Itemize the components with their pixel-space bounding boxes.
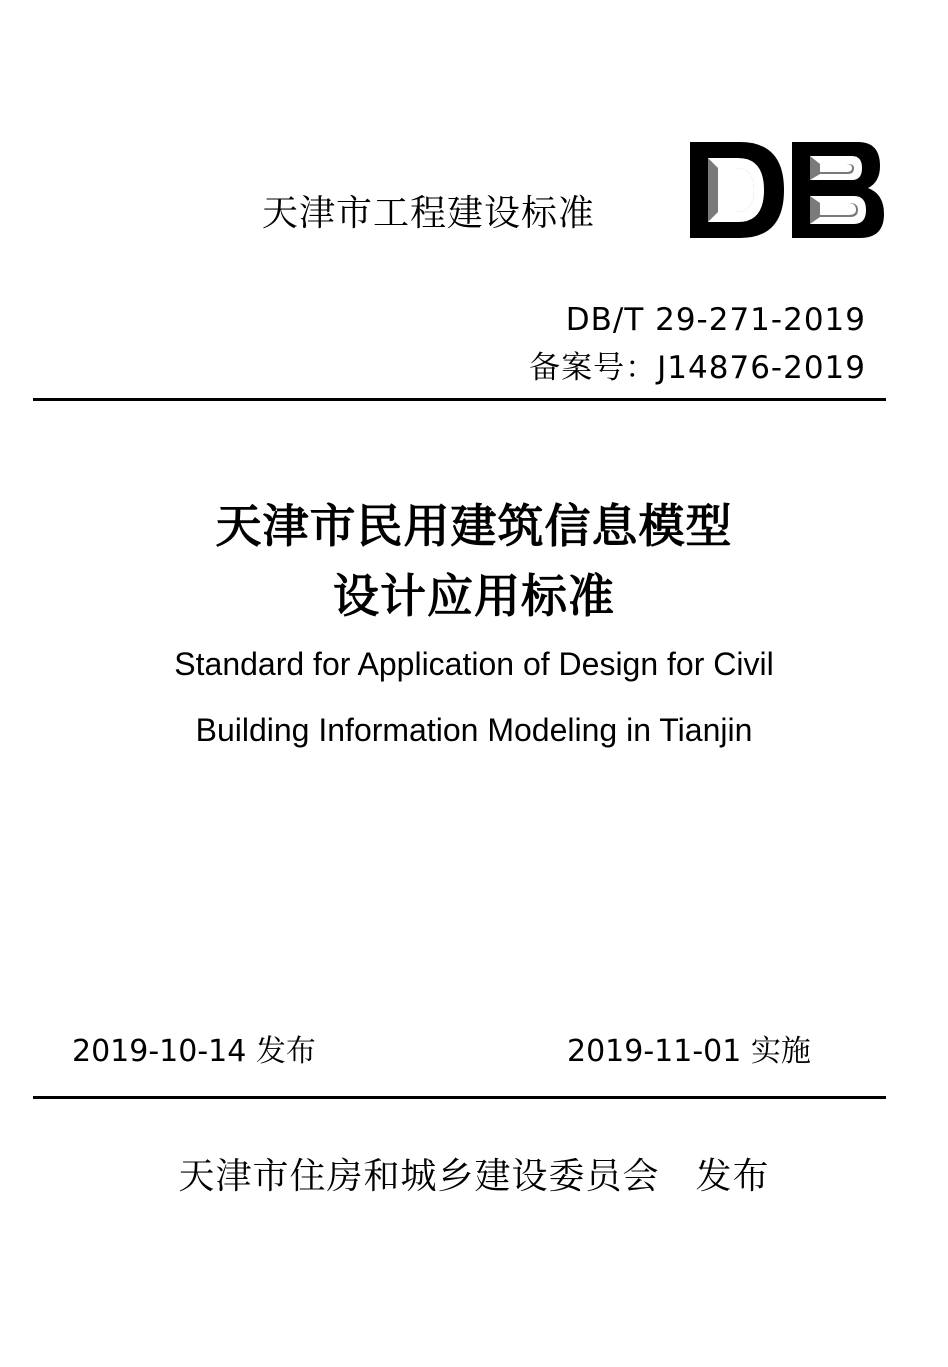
db-logo [688,140,886,240]
publisher-name: 天津市住房和城乡建设委员会 [178,1156,660,1197]
publisher-line [0,1152,948,1202]
title-en-line1: Standard for Application of Design for Civil [174,646,774,682]
title-en-line2: Building Information Modeling in Tianjin [195,712,753,748]
title-cn-line1: 天津市民用建筑信息模型 [215,499,733,553]
top-divider [33,398,886,401]
series-title: 天津市工程建设标准 [262,193,596,234]
title-cn-line2: 设计应用标准 [333,569,615,623]
effective-date: 2019-11-01 实施 [567,1034,811,1069]
record-number: 备案号：J14876-2019 [529,350,866,386]
standard-number: DB/T 29-271-2019 [565,302,866,338]
bottom-divider [33,1096,886,1099]
issue-date: 2019-10-14 发布 [72,1034,316,1069]
publish-action: 发布 [695,1156,770,1197]
